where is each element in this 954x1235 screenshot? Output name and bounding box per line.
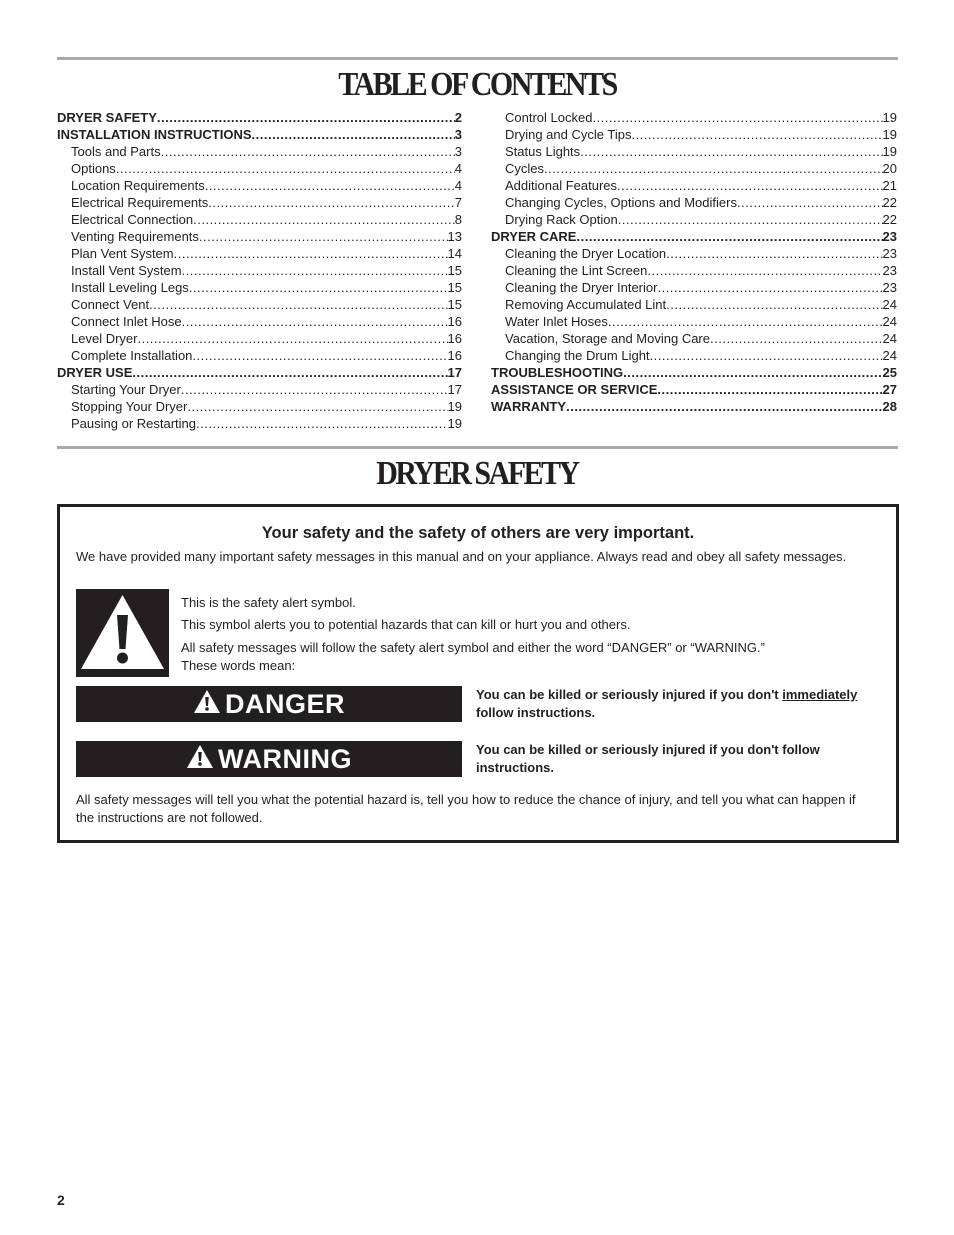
toc-entry-page: 19 [882, 127, 897, 142]
toc-subsection-entry [57, 178, 462, 195]
toc-entry-page: 24 [882, 331, 897, 346]
toc-entry-page: 24 [882, 314, 897, 329]
toc-entry-page: 24 [882, 348, 897, 363]
toc-entry-title: Drying and Cycle Tips [505, 127, 632, 142]
toc-entry-page: 14 [447, 246, 462, 261]
danger-alert-icon [193, 689, 221, 719]
toc-dot-leader [737, 195, 883, 210]
toc-entry-title: Electrical Connection [71, 212, 194, 227]
danger-banner [76, 686, 462, 722]
toc-dot-leader [666, 297, 882, 312]
toc-subsection-entry [57, 331, 462, 348]
toc-entry-page: 4 [454, 161, 462, 176]
toc-subsection-entry [57, 263, 462, 280]
alert-symbol-line-1: This is the safety alert symbol. [181, 595, 356, 610]
toc-entry-title: Venting Requirements [71, 229, 199, 244]
toc-entry-title: Cleaning the Lint Screen [505, 263, 648, 278]
toc-entry-page: 16 [447, 314, 462, 329]
toc-dot-leader [199, 229, 448, 244]
alert-symbol-line-3a: All safety messages will follow the safety alert symbol and either the word “DANGER” or “WARNING.” [181, 640, 765, 655]
toc-entry-title: WARRANTY [491, 399, 567, 414]
toc-entry-title: Additional Features [505, 178, 618, 193]
toc-entry-page: 23 [882, 246, 897, 261]
toc-dot-leader [161, 144, 455, 159]
toc-dot-leader [618, 212, 883, 227]
toc-entry-page: 25 [882, 365, 897, 380]
toc-subsection-entry [57, 195, 462, 212]
toc-subsection-entry [491, 331, 897, 348]
toc-subsection-entry [491, 127, 897, 144]
toc-subsection-entry [491, 144, 897, 161]
toc-dot-leader [544, 161, 883, 176]
toc-dot-leader [657, 382, 882, 397]
toc-entry-title: Stopping Your Dryer [71, 399, 188, 414]
toc-subsection-entry [57, 229, 462, 246]
toc-entry-page: 3 [454, 144, 462, 159]
dryer-safety-title: DRYER SAFETY [376, 454, 578, 492]
toc-subsection-entry [491, 246, 897, 263]
toc-dot-leader [149, 297, 447, 312]
toc-dot-leader [181, 382, 448, 397]
toc-entry-title: Control Locked [505, 110, 593, 125]
toc-entry-title: Drying Rack Option [505, 212, 618, 227]
toc-entry-page: 3 [454, 127, 462, 142]
safety-message-box [57, 504, 899, 843]
toc-dot-leader [566, 399, 882, 414]
toc-entry-title: Tools and Parts [71, 144, 161, 159]
danger-message-part-1: You can be killed or seriously injured if you don't [476, 687, 783, 702]
toc-dot-leader [623, 365, 882, 380]
toc-entry-page: 23 [882, 263, 897, 278]
toc-entry-page: 21 [882, 178, 897, 193]
toc-dot-leader [608, 314, 883, 329]
toc-entry-title: Complete Installation [71, 348, 193, 363]
toc-dot-leader [631, 127, 882, 142]
toc-dot-leader [617, 178, 883, 193]
toc-subsection-entry [491, 195, 897, 212]
toc-entry-title: Pausing or Restarting [71, 416, 197, 431]
toc-entry-page: 16 [447, 331, 462, 346]
toc-entry-title: Connect Inlet Hose [71, 314, 182, 329]
toc-entry-page: 22 [882, 195, 897, 210]
warning-word: WARNING [218, 743, 352, 774]
toc-dot-leader [174, 246, 448, 261]
toc-entry-title: Options [71, 161, 116, 176]
toc-dot-leader [192, 348, 447, 363]
toc-entry-title: Changing Cycles, Options and Modifiers [505, 195, 737, 210]
toc-right-column [491, 110, 897, 416]
toc-subsection-entry [57, 161, 462, 178]
toc-entry-title: Location Requirements [71, 178, 205, 193]
toc-entry-page: 4 [454, 178, 462, 193]
toc-entry-title: Install Vent System [71, 263, 182, 278]
toc-subsection-entry [57, 212, 462, 229]
toc-subsection-entry [491, 212, 897, 229]
toc-entry-page: 16 [447, 348, 462, 363]
toc-entry-page: 28 [882, 399, 897, 414]
toc-entry-title: Cleaning the Dryer Interior [505, 280, 658, 295]
toc-dot-leader [187, 399, 447, 414]
toc-subsection-entry [491, 263, 897, 280]
toc-entry-page: 24 [882, 297, 897, 312]
toc-entry-title: Removing Accumulated Lint [505, 297, 667, 312]
toc-entry-title: Vacation, Storage and Moving Care [505, 331, 710, 346]
toc-subsection-entry [57, 144, 462, 161]
toc-entry-title: TROUBLESHOOTING [491, 365, 624, 380]
safety-intro: We have provided many important safety messages in this manual and on your appliance. Always read and obey all safety messages. [76, 549, 847, 564]
toc-subsection-entry [491, 110, 897, 127]
toc-left-column [57, 110, 462, 433]
middle-rule [57, 446, 898, 449]
toc-entry-page: 19 [447, 416, 462, 431]
warning-alert-icon [186, 744, 214, 774]
toc-entry-title: Changing the Drum Light [505, 348, 650, 363]
toc-entry-page: 15 [447, 263, 462, 278]
toc-entry-title: Status Lights [505, 144, 581, 159]
toc-entry-page: 17 [447, 365, 462, 380]
toc-dot-leader [193, 212, 455, 227]
toc-entry-title: DRYER SAFETY [57, 110, 157, 125]
toc-dot-leader [205, 178, 455, 193]
toc-subsection-entry [491, 314, 897, 331]
toc-entry-page: 2 [454, 110, 462, 125]
toc-entry-title: DRYER CARE [491, 229, 577, 244]
toc-subsection-entry [57, 246, 462, 263]
toc-subsection-entry [57, 348, 462, 365]
toc-subsection-entry [57, 314, 462, 331]
toc-dot-leader [650, 348, 883, 363]
toc-entry-title: Plan Vent System [71, 246, 174, 261]
toc-subsection-entry [57, 280, 462, 297]
toc-entry-title: Cleaning the Dryer Location [505, 246, 667, 261]
toc-entry-title: Connect Vent [71, 297, 150, 312]
toc-entry-title: Water Inlet Hoses [505, 314, 608, 329]
toc-dot-leader [647, 263, 882, 278]
toc-entry-title: Electrical Requirements [71, 195, 209, 210]
toc-section-entry [491, 382, 897, 399]
toc-entry-page: 8 [454, 212, 462, 227]
toc-entry-title: ASSISTANCE OR SERVICE [491, 382, 658, 397]
toc-subsection-entry [491, 161, 897, 178]
safety-alert-triangle-icon [76, 589, 169, 677]
danger-message [476, 686, 891, 722]
toc-dot-leader [208, 195, 454, 210]
danger-word: DANGER [224, 688, 345, 719]
toc-dot-leader [576, 229, 882, 244]
warning-message [476, 741, 891, 777]
warning-banner [76, 741, 462, 777]
toc-entry-page: 17 [447, 382, 462, 397]
toc-subsection-entry [491, 280, 897, 297]
safety-box-heading: Your safety and the safety of others are very important. [261, 524, 695, 542]
toc-dot-leader [657, 280, 882, 295]
warning-message-part-2: instructions. [476, 760, 555, 775]
toc-dot-leader [182, 314, 448, 329]
toc-dot-leader [137, 331, 447, 346]
alert-symbol-line-3b: These words mean: [181, 658, 296, 673]
toc-entry-page: 19 [447, 399, 462, 414]
toc-dot-leader [580, 144, 882, 159]
toc-dot-leader [592, 110, 882, 125]
toc-section-entry [57, 365, 462, 382]
toc-dot-leader [132, 365, 447, 380]
toc-dot-leader [116, 161, 455, 176]
toc-subsection-entry [491, 178, 897, 195]
toc-entry-page: 15 [447, 280, 462, 295]
toc-subsection-entry [57, 382, 462, 399]
toc-entry-page: 20 [882, 161, 897, 176]
danger-message-part-2: follow instructions. [476, 705, 596, 720]
toc-entry-page: 23 [882, 229, 897, 244]
toc-title: TABLE OF CONTENTS [338, 65, 616, 103]
toc-dot-leader [182, 263, 448, 278]
toc-dot-leader [196, 416, 448, 431]
toc-subsection-entry [57, 416, 462, 433]
toc-entry-title: Install Leveling Legs [71, 280, 189, 295]
toc-entry-title: Cycles [505, 161, 545, 176]
alert-symbol-line-3 [181, 639, 871, 675]
page-number: 2 [57, 1192, 65, 1208]
toc-entry-title: DRYER USE [57, 365, 133, 380]
toc-entry-title: Starting Your Dryer [71, 382, 181, 397]
safety-closing-text: All safety messages will tell you what the potential hazard is, tell you how to reduce the chance of injury, and tell you what can happen if the instructions are not followed. [76, 792, 856, 825]
top-rule [57, 57, 898, 60]
toc-dot-leader [666, 246, 882, 261]
toc-dot-leader [252, 127, 455, 142]
toc-entry-page: 15 [447, 297, 462, 312]
toc-entry-page: 22 [882, 212, 897, 227]
toc-section-entry [491, 399, 897, 416]
danger-message-emphasis: immediately [782, 687, 858, 702]
toc-section-entry [491, 229, 897, 246]
toc-section-entry [57, 127, 462, 144]
toc-entry-page: 19 [882, 110, 897, 125]
warning-message-part-1: You can be killed or seriously injured if you don't [476, 742, 783, 757]
toc-entry-page: 27 [882, 382, 897, 397]
toc-entry-page: 19 [882, 144, 897, 159]
alert-symbol-line-2: This symbol alerts you to potential hazards that can kill or hurt you and others. [181, 617, 631, 632]
warning-message-emphasis: follow [782, 742, 820, 757]
toc-entry-page: 23 [882, 280, 897, 295]
toc-subsection-entry [491, 297, 897, 314]
toc-subsection-entry [491, 348, 897, 365]
toc-subsection-entry [57, 399, 462, 416]
toc-dot-leader [710, 331, 883, 346]
toc-subsection-entry [57, 297, 462, 314]
toc-dot-leader [157, 110, 455, 125]
toc-entry-page: 7 [454, 195, 462, 210]
toc-entry-title: INSTALLATION INSTRUCTIONS [57, 127, 252, 142]
toc-dot-leader [189, 280, 448, 295]
toc-entry-page: 13 [447, 229, 462, 244]
toc-entry-title: Level Dryer [71, 331, 138, 346]
toc-section-entry [491, 365, 897, 382]
toc-section-entry [57, 110, 462, 127]
